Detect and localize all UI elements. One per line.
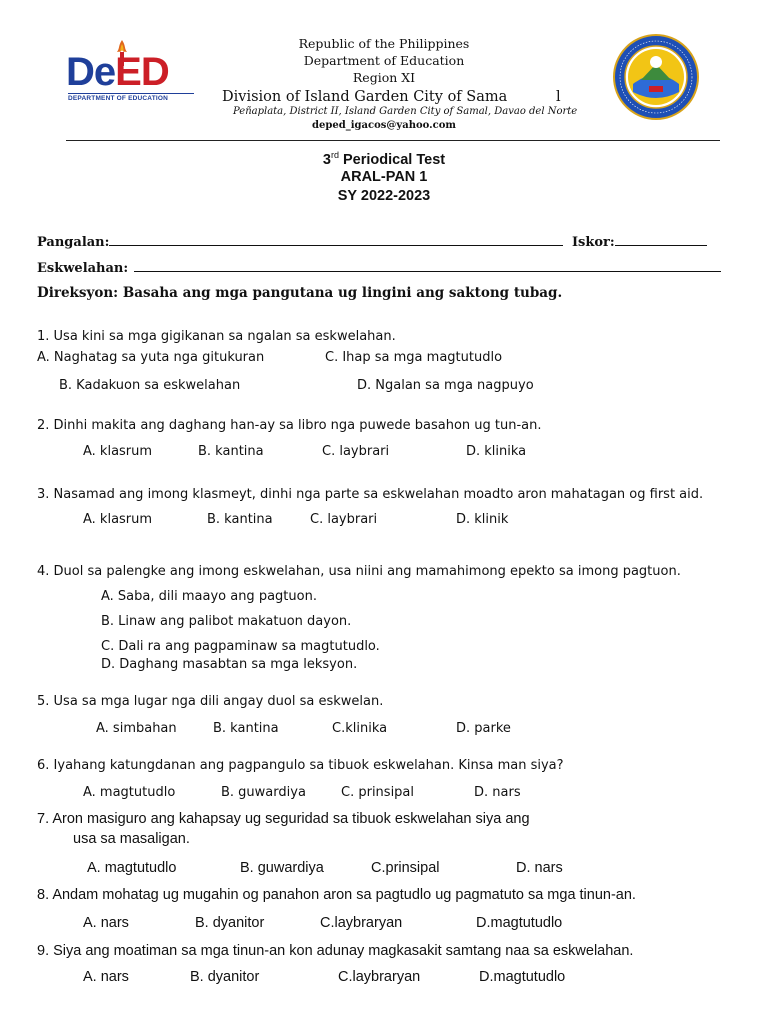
q7-option-d[interactable]: D. nars	[516, 860, 563, 876]
q1-option-c[interactable]: C. Ihap sa mga magtutudlo	[325, 350, 503, 365]
deped-subtext: DEPARTMENT OF EDUCATION	[68, 93, 194, 102]
q7-option-a[interactable]: A. magtutudlo	[87, 860, 177, 876]
q9-option-b[interactable]: B. dyanitor	[190, 969, 260, 985]
header-divider	[66, 140, 720, 141]
question-7-line2: usa sa masaligan.	[73, 831, 190, 847]
pangalan-input-line[interactable]	[109, 232, 563, 246]
question-8: 8. Andam mohatag ug mugahin og panahon aron sa pagtudlo ug pagmatuto sa mga tinun-an.	[37, 887, 636, 903]
q3-option-a[interactable]: A. klasrum	[83, 512, 153, 527]
eskwelahan-input-line[interactable]	[134, 258, 721, 272]
directions: Direksyon: Basaha ang mga pangutana ug lingini ang saktong tubag.	[37, 285, 563, 301]
q6-option-c[interactable]: C. prinsipal	[341, 785, 415, 800]
question-5: 5. Usa sa mga lugar nga dili angay duol sa eskwelan.	[37, 694, 384, 709]
q9-option-c[interactable]: C.laybraryan	[338, 969, 421, 985]
q6-option-a[interactable]: A. magtutudlo	[83, 785, 176, 800]
q8-option-b[interactable]: B. dyanitor	[195, 915, 265, 931]
question-2: 2. Dinhi makita ang daghang han-ay sa libro nga puwede basahon ug tun-an.	[37, 418, 542, 433]
q3-option-c[interactable]: C. laybrari	[310, 512, 378, 527]
q2-option-b[interactable]: B. kantina	[198, 444, 264, 459]
q4-option-a[interactable]: A. Saba, dili maayo ang pagtuon.	[101, 589, 317, 604]
q5-option-b[interactable]: B. kantina	[213, 721, 279, 736]
pangalan-field	[37, 232, 707, 252]
q5-option-a[interactable]: A. simbahan	[96, 721, 177, 736]
q5-option-c[interactable]: C.klinika	[332, 721, 388, 736]
question-7: 7. Aron masiguro ang kahapsay ug seguridad sa tibuok eskwelahan siya ang	[37, 811, 530, 827]
header-department: Department of Education	[303, 53, 465, 68]
q4-option-c[interactable]: C. Dali ra ang pagpaminaw sa magtutudlo.	[101, 639, 380, 654]
q2-option-d[interactable]: D. klinika	[466, 444, 527, 459]
q8-option-a[interactable]: A. nars	[83, 915, 129, 931]
q6-option-d[interactable]: D. nars	[474, 785, 521, 800]
header-address: Peñaplata, District II, Island Garden City of Samal, Davao del Norte	[233, 106, 578, 117]
q9-option-d[interactable]: D.magtutudlo	[479, 969, 566, 985]
question-4: 4. Duol sa palengke ang imong eskwelahan, usa niini ang mamahimong epekto sa imong pagtuon.	[37, 564, 681, 579]
q1-option-a[interactable]: A. Naghatag sa yuta nga gitukuran	[37, 350, 265, 365]
q8-option-c[interactable]: C.laybraryan	[320, 915, 403, 931]
test-subject: ARAL-PAN 1	[340, 169, 428, 185]
eskwelahan-label: Eskwelahan:	[37, 261, 129, 276]
q4-option-d[interactable]: D. Daghang masabtan sa mga leksyon.	[101, 657, 358, 672]
deped-wordmark: DeED	[66, 50, 169, 94]
header-region: Region XI	[352, 70, 416, 85]
iskor-input-line[interactable]	[615, 232, 707, 246]
question-1: 1. Usa kini sa mga gigikanan sa ngalan sa eskwelahan.	[37, 329, 396, 344]
iskor-label: Iskor:	[571, 235, 615, 250]
header-republic: Republic of the Philippines	[298, 36, 470, 51]
q7-option-b[interactable]: B. guwardiya	[240, 860, 324, 876]
q8-option-d[interactable]: D.magtutudlo	[476, 915, 563, 931]
test-school-year: SY 2022-2023	[337, 188, 431, 204]
header-email: deped_igacos@yahoo.com	[312, 120, 456, 131]
pangalan-label: Pangalan:	[37, 235, 110, 250]
q6-option-b[interactable]: B. guwardiya	[221, 785, 306, 800]
question-6: 6. Iyahang katungdanan ang pagpangulo sa tibuok eskwelahan. Kinsa man siya?	[37, 758, 564, 773]
q3-option-d[interactable]: D. klinik	[456, 512, 509, 527]
question-3: 3. Nasamad ang imong klasmeyt, dinhi nga parte sa eskwelahan moadto aron mahatagan og first aid.	[37, 487, 704, 502]
q4-option-b[interactable]: B. Linaw ang palibot makatuon dayon.	[101, 614, 352, 629]
header-division-trailing: l	[556, 89, 561, 105]
q1-option-d[interactable]: D. Ngalan sa mga nagpuyo	[357, 378, 534, 393]
q1-option-b[interactable]: B. Kadakuon sa eskwelahan	[59, 378, 241, 393]
eskwelahan-field	[37, 258, 721, 278]
q7-option-c[interactable]: C.prinsipal	[371, 860, 440, 876]
q2-option-a[interactable]: A. klasrum	[83, 444, 153, 459]
q9-option-a[interactable]: A. nars	[83, 969, 129, 985]
q5-option-d[interactable]: D. parke	[456, 721, 511, 736]
question-9: 9. Siya ang moatiman sa mga tinun-an kon adunay magkasakit samtang naa sa eskwelahan.	[37, 943, 634, 959]
q3-option-b[interactable]: B. kantina	[207, 512, 273, 527]
q2-option-c[interactable]: C. laybrari	[322, 444, 390, 459]
header-division: Division of Island Garden City of Sama	[222, 89, 508, 105]
test-title: 3rd Periodical Test	[322, 150, 446, 168]
